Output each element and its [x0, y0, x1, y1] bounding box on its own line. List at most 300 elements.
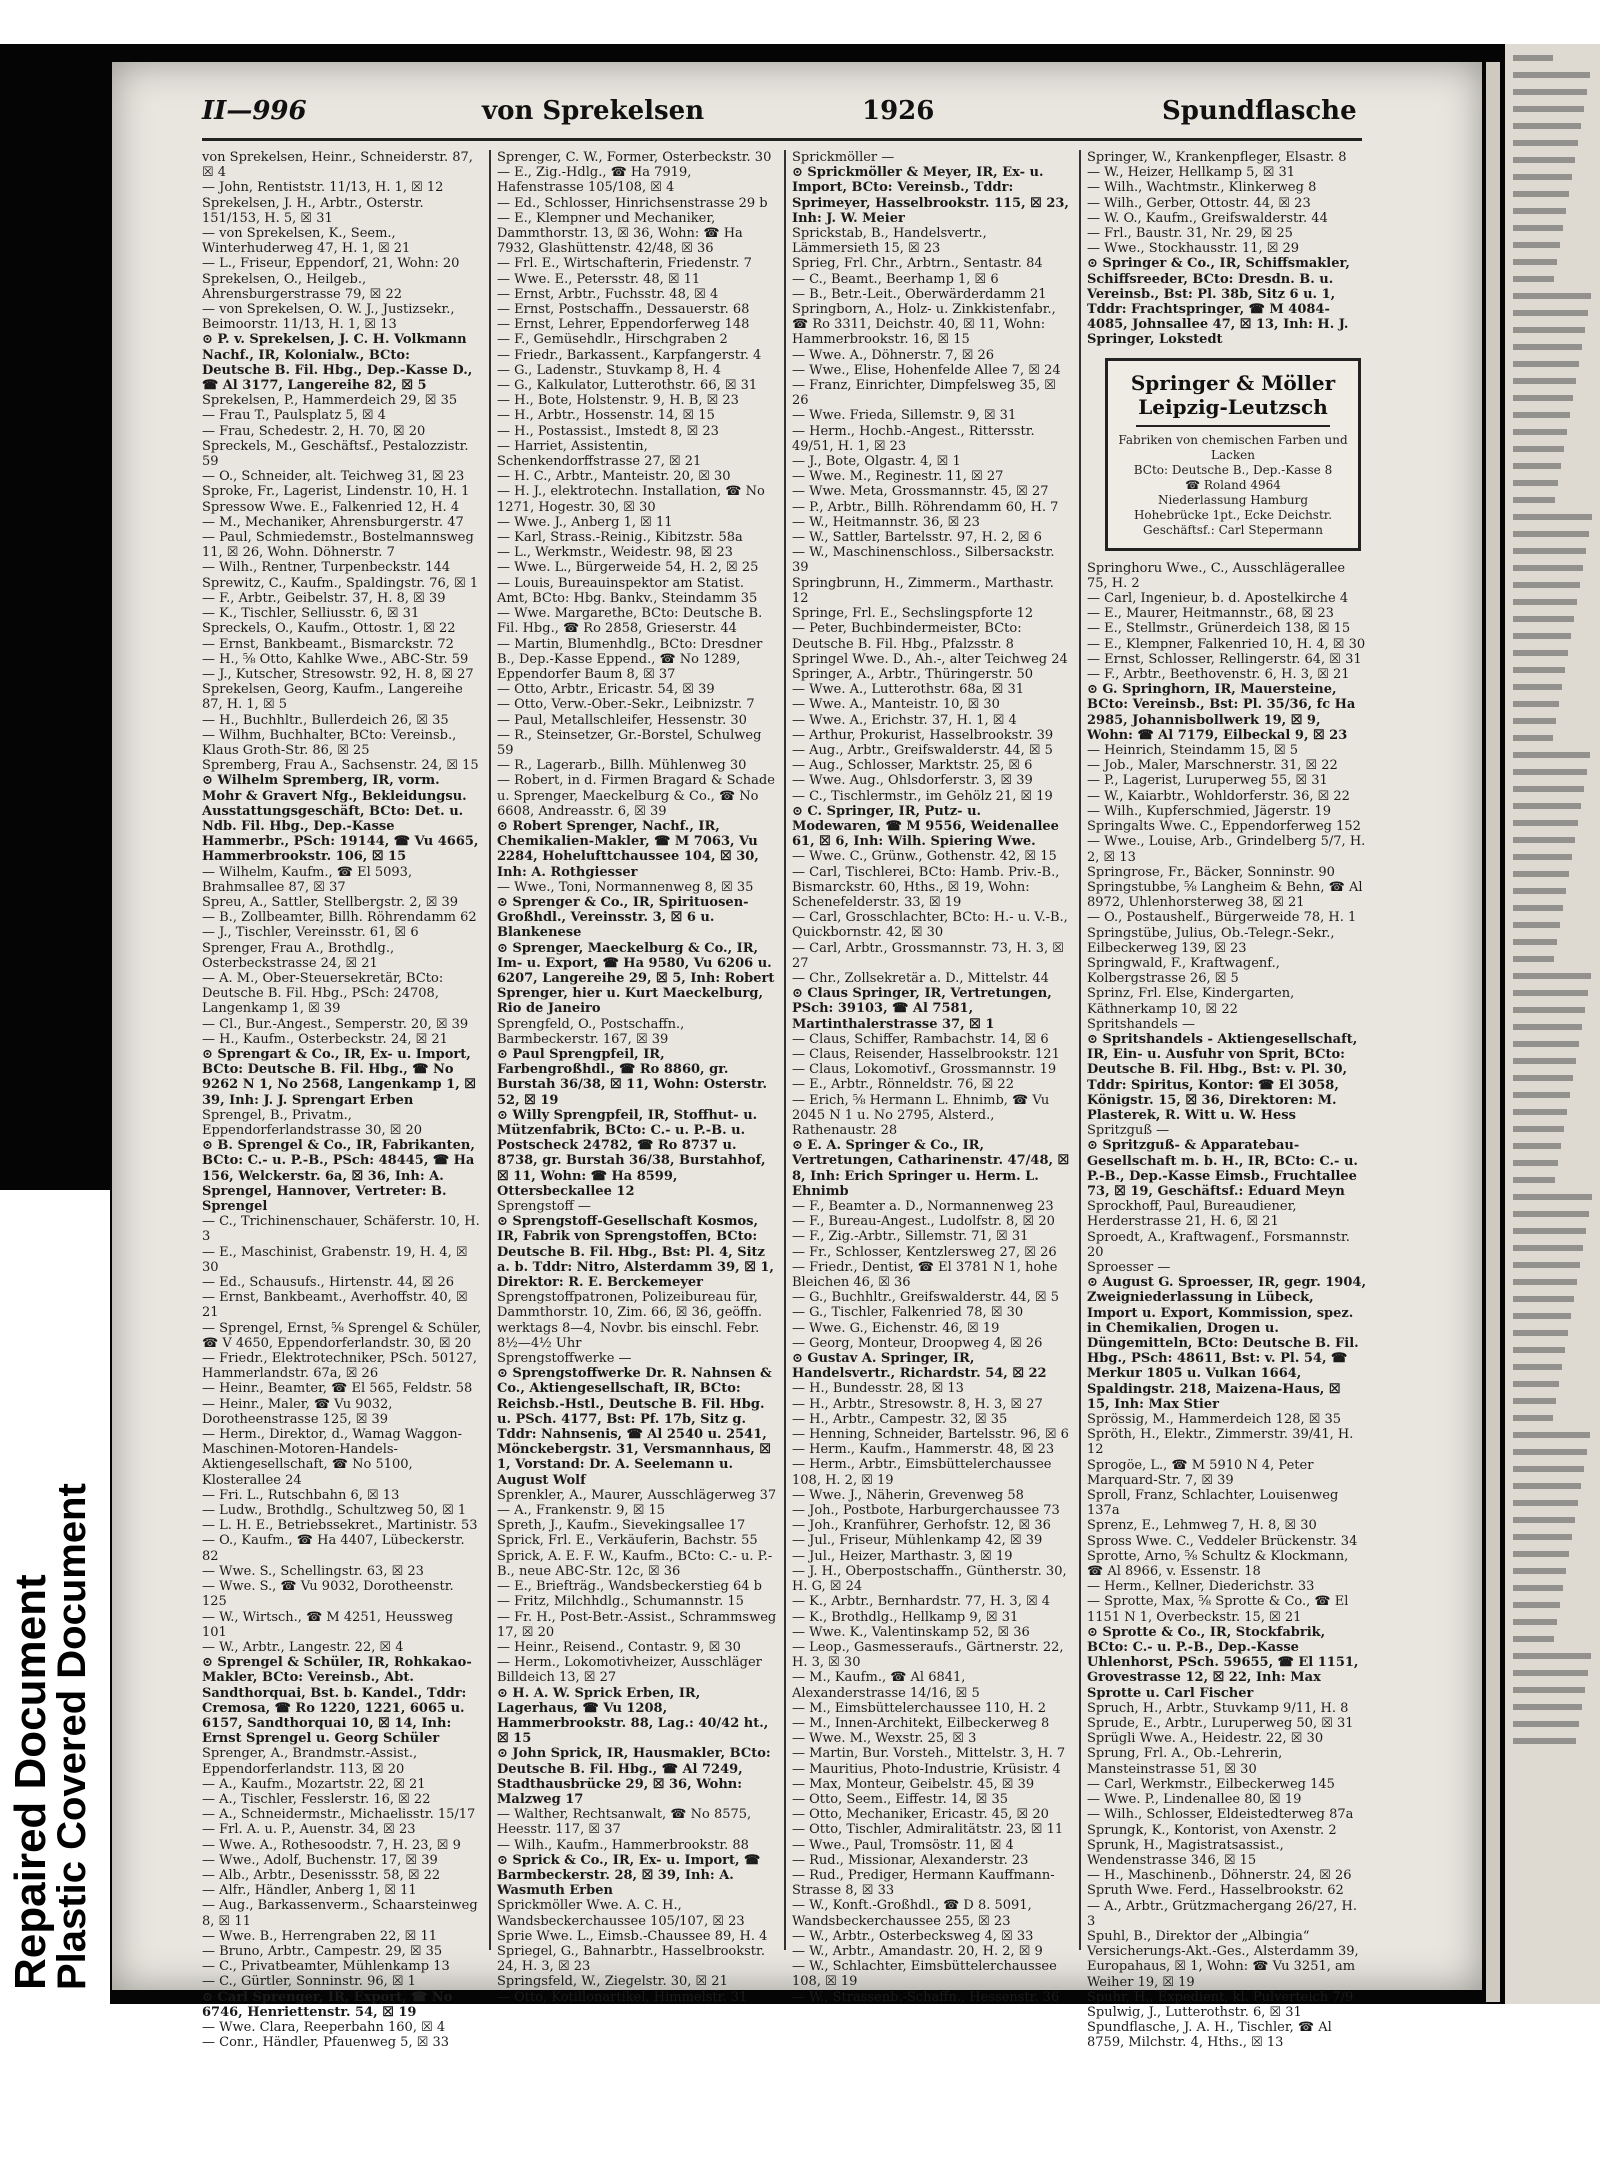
facing-page-text-line — [1513, 701, 1559, 707]
directory-entry: — Robert, in d. Firmen Bragard & Schade u. Sprenger, Maeckelburg & Co., ☎ No 6608, Andreasstr. 6, ☒ 39 — [497, 773, 775, 819]
directory-entry: — Carl, Ingenieur, b. d. Apostelkirche 4 — [1087, 591, 1349, 607]
directory-entry: Sprick, Frl. E., Verkäuferin, Bachstr. 55 — [497, 1533, 758, 1549]
column-divider — [489, 150, 491, 1950]
directory-entry: — Sprengel, Ernst, ⅝ Sprengel & Schüler, ☎ V 4650, Eppendorferlandstr. 30, ☒ 20 — [202, 1320, 482, 1351]
facing-page-text-line — [1513, 888, 1566, 894]
facing-page-text-line — [1513, 1228, 1586, 1234]
facing-page-text-line — [1513, 463, 1561, 469]
directory-entry: — W., Arbtr., Osterbecksweg 4, ☒ 33 — [792, 1928, 1034, 1944]
directory-entry: — Bruno, Arbtr., Campestr. 29, ☒ 35 — [202, 1943, 443, 1959]
directory-entry: — Wwe. Aug., Ohlsdorferstr. 3, ☒ 39 — [792, 773, 1033, 789]
directory-entry: ⊙ August G. Sproesser, IR, gegr. 1904, Zweigniederlassung in Lübeck, Import u. Export, Kommission, spez. in Chemikalien, Drogen u. Düngemitteln, BCto: Deutsche B. Fil. Hbg., PSch: 48611, Bst: v. Pl. 54, ☎ Merkur 1805 u. Vulkan 1664, Spaldingstr. 218, Maizena-Haus, ☒ 15, Inh: Max Stier — [1087, 1275, 1366, 1412]
facing-page-text-line — [1513, 480, 1558, 486]
facing-page-text-line — [1513, 1296, 1574, 1302]
directory-entry: — H., Arbtr., Campestr. 32, ☒ 35 — [792, 1411, 1008, 1427]
ad-text-line: Geschäftsf.: Carl Stepermann — [1143, 522, 1323, 537]
facing-page-text-line — [1513, 1194, 1592, 1200]
directory-entry: — Wwe. K., Valentinskamp 52, ☒ 36 — [792, 1624, 1030, 1640]
directory-entry: — Frau T., Paulsplatz 5, ☒ 4 — [202, 408, 386, 424]
directory-entry: Sprick, A. E. F. W., Kaufm., BCto: C.- u. P.-B., neue ABC-Str. 12c, ☒ 36 — [497, 1548, 773, 1579]
facing-page-text-line — [1513, 1517, 1575, 1523]
facing-page-text-line — [1513, 599, 1577, 605]
facing-page-text-line — [1513, 412, 1570, 418]
directory-entry: Sprügli Wwe. A., Heidestr. 22, ☒ 30 — [1087, 1731, 1324, 1747]
directory-entry: — Ernst, Bankbeamt., Bismarckstr. 72 — [202, 636, 454, 652]
archive-label — [0, 1190, 110, 2020]
directory-entry: — Wwe. Margarethe, BCto: Deutsche B. Fil. Hbg., ☎ Ro 2858, Grieserstr. 44 — [497, 606, 763, 637]
directory-entry: — Wwe. A., Manteistr. 10, ☒ 30 — [792, 697, 1000, 713]
directory-entry: — E., Zig.-Hdlg., ☎ Ha 7919, Hafenstrasse 105/108, ☒ 4 — [497, 165, 692, 196]
directory-entry: — Erich, ⅝ Hermann L. Ehnimb, ☎ Vu 2045 N 1 u. No 2795, Alsterd., Rathenaustr. 28 — [792, 1092, 1050, 1138]
directory-entry: — Frau, Schedestr. 2, H. 70, ☒ 20 — [202, 423, 426, 439]
directory-entry: — Ludw., Brothdlg., Schultzweg 50, ☒ 1 — [202, 1503, 467, 1519]
directory-entry: — H., Bundesstr. 28, ☒ 13 — [792, 1381, 964, 1397]
directory-entry: — Wwe. J., Näherin, Grevenweg 58 — [792, 1487, 1024, 1503]
facing-page-text-line — [1513, 990, 1588, 996]
directory-entry: — A., Frankenstr. 9, ☒ 15 — [497, 1503, 666, 1519]
facing-page-text-line — [1513, 820, 1578, 826]
directory-entry: ⊙ P. v. Sprekelsen, J. C. H. Volkmann Nachf., IR, Kolonialw., BCto: Deutsche B. Fil. Hbg., Dep.-Kasse D., ☎ Al 3177, Langereihe 82, ☒ 5 — [202, 332, 473, 394]
directory-entry: — P., Arbtr., Billh. Röhrendamm 60, H. 7 — [792, 499, 1059, 515]
directory-column-2 — [497, 150, 777, 2005]
directory-entry: ⊙ C. Springer, IR, Putz- u. Modewaren, ☎ M 9556, Weidenallee 61, ☒ 6, Inh: Wilh. Spiering Wwe. — [792, 803, 1059, 850]
directory-entry: Spruch, H., Arbtr., Stuvkamp 9/11, H. 8 — [1087, 1700, 1349, 1716]
directory-entry: — C., Trichinenschauer, Schäferstr. 10, H. 3 — [202, 1214, 480, 1245]
facing-page-text-line — [1513, 1398, 1556, 1404]
directory-entry: — K., Brothdlg., Hellkamp 9, ☒ 31 — [792, 1609, 1019, 1625]
facing-page-text-line — [1513, 191, 1569, 197]
directory-entry: Sprieg, Frl. Chr., Arbtrn., Sentastr. 84 — [792, 256, 1043, 272]
directory-entry: ⊙ Robert Sprenger, Nachf., IR, Chemikalien-Makler, ☎ M 7063, Vu 2284, Hohelufttchaussee 104, ☒ 30, Inh: A. Rothgiesser — [497, 818, 759, 880]
directory-entry: — H., Bote, Holstenstr. 9, H. B, ☒ 23 — [497, 393, 739, 409]
directory-entry: — Alfr., Händler, Anberg 1, ☒ 11 — [202, 1883, 417, 1899]
facing-page-text-line — [1513, 55, 1553, 61]
facing-page-text-line — [1513, 1466, 1584, 1472]
directory-entry: ⊙ Sprenger, Maeckelburg & Co., IR, Im- u. Export, ☎ Ha 9580, Vu 6206 u. 6207, Langereihe 29, ☒ 5, Inh: Robert Sprenger, hier u. Kurt Maeckelburg, Rio de Janeiro — [497, 940, 775, 1017]
facing-page-text-line — [1513, 633, 1571, 639]
facing-page-text-line — [1513, 1007, 1585, 1013]
directory-entry: Springwald, F., Kraftwagenf., Kolbergstrasse 26, ☒ 5 — [1087, 955, 1280, 987]
directory-entry: — E., Stellmstr., Grünerdeich 138, ☒ 15 — [1087, 621, 1351, 637]
facing-page-text-line — [1513, 276, 1554, 282]
facing-page-text-line — [1513, 582, 1580, 588]
directory-entry: — Wwe. Meta, Grossmannstr. 45, ☒ 27 — [792, 484, 1049, 500]
directory-entry: Sprengstoff — — [497, 1199, 591, 1215]
facing-page-text-line — [1513, 1687, 1585, 1693]
directory-entry: — E., Maschinist, Grabenstr. 19, H. 4, ☒ 30 — [202, 1244, 468, 1275]
facing-page-text-line — [1513, 973, 1591, 979]
directory-entry: ⊙ Sprengstoff-Gesellschaft Kosmos, IR, Fabrik von Sprengstoffen, BCto: Deutsche B. Fil. Hbg., Bst: Pl. 4, Sitz a. b. Tddr: Nitro, Alsterdamm 39, ☒ 1, Direktor: R. E. Berckemeyer — [497, 1214, 774, 1291]
directory-entry: — Fr. H., Post-Betr.-Assist., Schrammsweg 17, ☒ 20 — [497, 1609, 777, 1640]
directory-entry: Sprude, E., Arbtr., Luruperweg 50, ☒ 31 — [1087, 1716, 1354, 1732]
directory-entry: — Wwe., Paul, Tromsöstr. 11, ☒ 4 — [792, 1837, 1014, 1853]
directory-entry: Sprickstab, B., Handelsvertr., Lämmersieth 15, ☒ 23 — [792, 226, 987, 257]
directory-entry: — Herm., Arbtr., Eimsbüttelerchaussee 108, H. 2, ☒ 19 — [792, 1457, 1052, 1488]
facing-page-text-line — [1513, 1058, 1576, 1064]
directory-entry: Sprenz, E., Lehmweg 7, H. 8, ☒ 30 — [1087, 1518, 1317, 1534]
directory-entry: — R., Lagerarb., Billh. Mühlenweg 30 — [497, 758, 747, 774]
directory-entry: — G., Ladenstr., Stuvkamp 8, H. 4 — [497, 362, 721, 378]
directory-entry: Sprickmöller Wwe. A. C. H., Wandsbeckerchaussee 105/107, ☒ 23 — [497, 1898, 745, 1929]
directory-entry: — Ernst, Lehrer, Eppendorferweg 148 — [497, 317, 750, 333]
ad-text-line: BCto: Deutsche B., Dep.-Kasse 8 — [1133, 462, 1333, 477]
facing-page-text-line — [1513, 1075, 1573, 1081]
directory-entry: — Max, Monteur, Geibelstr. 45, ☒ 39 — [792, 1776, 1035, 1792]
directory-entry: — Franz, Einrichter, Dimpfelsweg 35, ☒ 26 — [792, 378, 1056, 409]
directory-entry: Sprenger, A., Brandmstr.-Assist., Eppendorferlandstr. 113, ☒ 20 — [202, 1746, 418, 1777]
facing-page-text-line — [1513, 1500, 1578, 1506]
directory-entry: — Wwe. S., Schellingstr. 63, ☒ 23 — [202, 1563, 424, 1579]
facing-page-text-line — [1513, 871, 1569, 877]
directory-entry: Spressow Wwe. E., Falkenried 12, H. 4 — [202, 499, 460, 515]
directory-entry: — H., ⅝ Otto, Kahlke Wwe., ABC-Str. 59 — [202, 651, 469, 667]
directory-entry: — Claus, Lokomotivf., Grossmannstr. 19 — [792, 1062, 1057, 1078]
ad-text-line: Fabriken von chemischen Farben und Lacken — [1118, 432, 1348, 462]
facing-page-text-line — [1513, 1024, 1582, 1030]
directory-entry: Springel Wwe. D., Ah.-, alter Teichweg 24 — [792, 651, 1068, 667]
directory-entry: — Wilhm, Buchhalter, BCto: Vereinsb., Klaus Groth-Str. 86, ☒ 25 — [202, 727, 457, 758]
directory-entry: — F., Gemüsehdlr., Hirschgraben 2 — [497, 332, 728, 348]
facing-page-text-line — [1513, 497, 1555, 503]
directory-entry: ⊙ Carl Sprenger, IR, Export, ☎ No 6746, Henriettenstr. 54, ☒ 19 — [202, 1989, 453, 2020]
facing-page-text-line — [1513, 514, 1592, 520]
directory-entry: — Paul, Schmiedemstr., Bostelmannsweg 11, ☒ 26, Wohn. Döhnerstr. 7 — [202, 530, 474, 561]
directory-entry: ⊙ John Sprick, IR, Hausmakler, BCto: Deutsche B. Fil. Hbg., ☎ Al 7249, Stadthausbrücke 29, ☒ 36, Wohn: Malzweg 17 — [497, 1746, 771, 1807]
facing-page-text-line — [1513, 786, 1584, 792]
facing-page-text-line — [1513, 1619, 1557, 1625]
directory-entry: — K., Tischler, Selliusstr. 6, ☒ 31 — [202, 606, 420, 622]
directory-entry: — Arthur, Prokurist, Hasselbrookstr. 39 — [792, 727, 1054, 743]
directory-entry: — Sprotte, Max, ⅝ Sprotte & Co., ☎ El 1151 N 1, Overbeckstr. 15, ☒ 21 — [1087, 1594, 1349, 1625]
directory-entry: ⊙ Sprickmöller & Meyer, IR, Ex- u. Import, BCto: Vereinsb., Tddr: Sprimeyer, Hasselbrookstr. 115, ☒ 23, Inh: J. W. Meier — [792, 165, 1069, 226]
directory-entry: — Wilh., Schlosser, Eldeistedterweg 87a — [1087, 1807, 1354, 1823]
directory-entry: — Harriet, Assistentin, Schenkendorffstrasse 27, ☒ 21 — [497, 438, 702, 470]
directory-entry: — Otto, Tischler, Admiralitätstr. 23, ☒ 11 — [792, 1822, 1064, 1838]
facing-page-text-line — [1513, 1126, 1564, 1132]
ad-text-line: ☎ Roland 4964 — [1185, 477, 1281, 492]
directory-entry: — Henning, Schneider, Bartelsstr. 96, ☒ 6 — [792, 1427, 1069, 1443]
directory-entry: — J., Tischler, Vereinsstr. 61, ☒ 6 — [202, 925, 419, 941]
facing-page-text-line — [1513, 1364, 1562, 1370]
facing-page-text-line — [1513, 1449, 1587, 1455]
directory-entry: — O., Kaufm., ☎ Ha 4407, Lübeckerstr. 82 — [202, 1533, 465, 1564]
facing-page-text-line — [1513, 106, 1584, 112]
directory-entry: — M., Kaufm., ☎ Al 6841, Alexanderstrasse 14/16, ☒ 5 — [792, 1670, 980, 1701]
directory-entry: ⊙ E. A. Springer & Co., IR, Vertretungen, Catharinenstr. 47/48, ☒ 8, Inh: Erich Springer u. Herm. L. Ehnimb — [792, 1138, 1070, 1199]
directory-column-1 — [202, 150, 482, 2051]
directory-entry: Sprengfeld, O., Postschaffn., Barmbeckerstr. 167, ☒ 39 — [497, 1016, 685, 1047]
directory-entry: — Ernst, Postschaffn., Dessauerstr. 68 — [497, 302, 750, 318]
directory-entry: Springer, A., Arbtr., Thüringerstr. 50 — [792, 666, 1034, 682]
directory-entry: Spreckels, M., Geschäftsf., Pestalozzistr. 59 — [202, 438, 469, 470]
directory-entry: — R., Steinsetzer, Gr.-Borstel, Schulweg 59 — [497, 727, 762, 758]
directory-entry: — von Sprekelsen, K., Seem., Winterhuderweg 47, H. 1, ☒ 21 — [202, 226, 411, 257]
directory-entry: ⊙ H. A. W. Sprick Erben, IR, Lagerhaus, ☎ Vu 1208, Hammerbrookstr. 88, Lag.: 40/42 ht., ☒ 15 — [497, 1685, 769, 1747]
facing-page-text-line — [1513, 1551, 1569, 1557]
directory-entry: — M., Mechaniker, Ahrensburgerstr. 47 — [202, 514, 464, 530]
directory-entry: — Joh., Kranführer, Gerhofstr. 12, ☒ 36 — [792, 1518, 1051, 1534]
directory-entry: — Wwe. M., Wexstr. 25, ☒ 3 — [792, 1731, 977, 1747]
directory-entry: — Wilh., Kaufm., Hammerbrookstr. 88 — [497, 1837, 749, 1853]
directory-entry: Spuhr, H., Expedient, kl. Pulverteich 7/9 — [1087, 1989, 1354, 2005]
directory-entry: Sprekelsen, O., Heilgeb., Ahrensburgerstrasse 79, ☒ 22 — [202, 271, 403, 302]
directory-entry: Sprung, Frl. A., Ob.-Lehrerin, Mansteinstrasse 51, ☒ 30 — [1087, 1746, 1283, 1777]
directory-entry: Spriegel, G., Bahnarbtr., Hasselbrookstr. 24, H. 3, ☒ 23 — [497, 1943, 765, 1975]
repaired-document-label: Repaired Document — [6, 1574, 55, 1990]
facing-page-text-line — [1513, 718, 1556, 724]
facing-page-text-line — [1513, 344, 1582, 350]
directory-entry: — Jul., Friseur, Mühlenkamp 42, ☒ 39 — [792, 1533, 1043, 1549]
directory-entry: Sprenger, Frau A., Brothdlg., Osterbeckstrasse 24, ☒ 21 — [202, 940, 395, 971]
directory-column-3 — [792, 150, 1072, 2005]
facing-page-text-line — [1513, 1279, 1577, 1285]
facing-page-text-line — [1513, 1483, 1581, 1489]
directory-entry: ⊙ Paul Sprengpfeil, IR, Farbengroßhdl., ☎ Ro 8860, gr. Burstah 36/38, ☒ 11, Wohn: Osterstr. 52, ☒ 19 — [497, 1046, 768, 1108]
directory-entry: von Sprekelsen, Heinr., Schneiderstr. 87, ☒ 4 — [202, 150, 473, 181]
directory-entry: — Ernst, Arbtr., Fuchsstr. 48, ☒ 4 — [497, 286, 719, 302]
directory-entry: — Wwe. P., Lindenallee 80, ☒ 19 — [1087, 1792, 1302, 1808]
directory-entry: — H., Arbtr., Hossenstr. 14, ☒ 15 — [497, 408, 715, 424]
directory-entry: — F., Zig.-Arbtr., Sillemstr. 71, ☒ 31 — [792, 1229, 1029, 1245]
facing-page-text-line — [1513, 1432, 1590, 1438]
directory-entry: — A., Kaufm., Mozartstr. 22, ☒ 21 — [202, 1776, 426, 1792]
directory-entry: Sprie Wwe. L., Eimsb.-Chaussee 89, H. 4 — [497, 1928, 768, 1944]
directory-entry: — Mauritius, Photo-Industrie, Krüsistr. 4 — [792, 1761, 1061, 1777]
directory-entry: — Claus, Reisender, Hasselbrookstr. 121 — [792, 1046, 1060, 1062]
directory-entry: — L., Werkmstr., Weidestr. 98, ☒ 23 — [497, 545, 733, 561]
directory-entry: — Wwe. J., Anberg 1, ☒ 11 — [497, 514, 673, 530]
directory-entry: — Aug., Barkassenverm., Schaarsteinweg 8, ☒ 11 — [202, 1898, 478, 1929]
directory-entry: Spulwig, J., Lutterothstr. 6, ☒ 31 — [1087, 2004, 1302, 2020]
facing-page-text-line — [1513, 327, 1585, 333]
facing-page-text-line — [1513, 1738, 1576, 1744]
directory-entry: — Wilh., Rentner, Turpenbeckstr. 144 — [202, 560, 451, 576]
directory-entry: — W. O., Kaufm., Greifswalderstr. 44 — [1087, 210, 1328, 226]
directory-entry: — Wwe. L., Bürgerweide 54, H. 2, ☒ 25 — [497, 560, 759, 576]
directory-entry: — C., Gürtler, Sonninstr. 96, ☒ 1 — [202, 1974, 416, 1990]
directory-entry: — Fritz, Milchhdlg., Schumannstr. 15 — [497, 1594, 744, 1610]
facing-page-text-line — [1513, 1602, 1560, 1608]
directory-entry: — Herm., Direktor, d., Wamag Waggon-Maschinen-Motoren-Handels-Aktiengesellschaft, ☎ No 5100, Klosterallee 24 — [202, 1427, 463, 1488]
facing-page-text-line — [1513, 242, 1560, 248]
directory-entry: — Wwe. G., Eichenstr. 46, ☒ 19 — [792, 1320, 1000, 1336]
directory-entry: — Fri. L., Rutschbahn 6, ☒ 13 — [202, 1487, 400, 1503]
directory-entry: ⊙ Sprengel & Schüler, IR, Rohkakao-Makler, BCto: Vereinsb., Abt. Sandthorquai, Bst. b. Kandel., Tddr: Cremosa, ☎ Ro 1220, 1221, 6065 u. 6157, Sandthorquai 10, ☒ 14, Inh: Ernst Sprengel u. Georg Schüler — [202, 1655, 472, 1747]
page-end-name: Spundflasche — [1162, 96, 1357, 126]
directory-entry: — Wwe., Louise, Arb., Grindelberg 5/7, H. 2, ☒ 13 — [1087, 834, 1366, 865]
directory-entry: — John, Rentiststr. 11/13, H. 1, ☒ 12 — [202, 180, 444, 196]
facing-page-text-line — [1513, 1585, 1563, 1591]
directory-entry: — Wwe. M., Reginestr. 11, ☒ 27 — [792, 469, 1004, 485]
directory-entry: — F., Beamter a. D., Normannenweg 23 — [792, 1199, 1054, 1215]
facing-page-text-line — [1513, 650, 1568, 656]
facing-page-text-line — [1513, 837, 1575, 843]
directory-entry: — C., Beamt., Beerhamp 1, ☒ 6 — [792, 271, 999, 287]
directory-entry: — Job., Maler, Marschnerstr. 31, ☒ 22 — [1087, 758, 1338, 774]
directory-entry: — W., Konft.-Großhdl., ☎ D 8. 5091, Wandsbeckerchaussee 255, ☒ 23 — [792, 1898, 1032, 1929]
directory-entry: — E., Arbtr., Rönneldstr. 76, ☒ 22 — [792, 1077, 1014, 1093]
ad-company-name: Springer & Möller — [1130, 370, 1336, 395]
directory-entry: — Wwe., Elise, Hohenfelde Allee 7, ☒ 24 — [792, 362, 1061, 378]
directory-entry: Springborn, A., Holz- u. Zinkkistenfabr., ☎ Ro 3311, Deichstr. 40, ☒ 11, Wohn: Hammerbrookstr. 16, ☒ 15 — [792, 302, 1056, 348]
directory-entry: — W., Heizer, Hellkamp 5, ☒ 31 — [1087, 165, 1296, 181]
directory-entry: — Cl., Bur.-Angest., Semperstr. 20, ☒ 39 — [202, 1016, 469, 1032]
directory-entry: ⊙ Spritzguß- & Apparatebau-Gesellschaft m. b. H., IR, BCto: C.- u. P.-B., Dep.-Kasse Eimsb., Fruchtallee 73, ☒ 19, Geschäftsf.: Eduard Meyn — [1087, 1138, 1358, 1199]
ad-text-line: Hohebrücke 1pt., Ecke Deichstr. — [1133, 507, 1333, 522]
directory-entry: — Wilh., Wachtmstr., Klinkerweg 8 — [1087, 180, 1317, 196]
page-number: II—996 — [202, 96, 307, 126]
directory-entry: — Otto, Seem., Eiffestr. 14, ☒ 35 — [792, 1791, 1009, 1807]
facing-page-text-line — [1513, 429, 1567, 435]
directory-entry: Spreckels, O., Kaufm., Ottostr. 1, ☒ 22 — [202, 621, 456, 637]
directory-entry: — Carl, Tischlerei, BCto: Hamb. Priv.-B., Bismarckstr. 60, Hths., ☒ 19, Wohn: Schenefelderstr. 33, ☒ 19 — [792, 864, 1060, 910]
directory-entry: ⊙ Sprick & Co., IR, Ex- u. Import, ☎ Barmbeckerstr. 28, ☒ 39, Inh: A. Wasmuth Erben — [497, 1852, 761, 1899]
facing-page-text-line — [1513, 225, 1563, 231]
directory-entry: — Wwe., Stockhausstr. 11, ☒ 29 — [1087, 241, 1300, 257]
directory-entry: — Chr., Zollsekretär a. D., Mittelstr. 44 — [792, 970, 1049, 986]
directory-entry: — Heinr., Reisend., Contastr. 9, ☒ 30 — [497, 1639, 741, 1655]
directory-entry: — E., Maurer, Heitmannstr., 68, ☒ 23 — [1087, 606, 1334, 622]
facing-page-text-line — [1513, 1109, 1567, 1115]
directory-entry: — A., Arbtr., Grützmachergang 26/27, H. 3 — [1087, 1898, 1358, 1929]
facing-page-text-line — [1513, 531, 1589, 537]
facing-page-text-line — [1513, 1670, 1588, 1676]
directory-entry: — W., Arbtr., Langestr. 22, ☒ 4 — [202, 1639, 404, 1655]
directory-entry: Sprengstoffpatronen, Polizeibureau für, Dammthorstr. 10, Zim. 66, ☒ 36, geöffn. werktags 8—4, Novbr. bis einschl. Febr. 8½—4½ Uhr — [497, 1290, 762, 1351]
directory-entry: Springhoru Wwe., C., Ausschlägerallee 75, H. 2 — [1087, 560, 1346, 591]
directory-entry: — Georg, Monteur, Droopweg 4, ☒ 26 — [792, 1335, 1043, 1351]
facing-page-text-line — [1513, 922, 1560, 928]
facing-page-text-line — [1513, 1143, 1561, 1149]
directory-entry: Sprengel, B., Privatm., Eppendorferlandstrasse 30, ☒ 20 — [202, 1107, 423, 1138]
directory-entry: — Wwe. E., Petersstr. 48, ☒ 11 — [497, 271, 701, 287]
directory-entry: Springsfeld, W., Ziegelstr. 30, ☒ 21 — [497, 1974, 728, 1990]
directory-entry: — H., Postassist., Imstedt 8, ☒ 23 — [497, 423, 719, 439]
directory-page — [112, 62, 1482, 2051]
facing-page-text-line — [1513, 905, 1563, 911]
directory-entry: ⊙ Springer & Co., IR, Schiffsmakler, Schiffsreeder, BCto: Dresdn. B. u. Vereinsb., Bst: Pl. 38b, Sitz 6 u. 1, Tddr: Frachtspringer, ☎ M 4084-4085, Johnsallee 47, ☒ 13, Inh: H. J. Springer, Lokstedt — [1087, 256, 1350, 348]
directory-entry: ⊙ Sprengart & Co., IR, Ex- u. Import, BCto: Deutsche B. Fil. Hbg., ☎ No 9262 N 1, No 2568, Langenkamp 1, ☒ 39, Inh: J. J. Sprengart Erben — [202, 1046, 476, 1108]
directory-entry: — Carl, Werkmstr., Eilbeckerweg 145 — [1087, 1776, 1335, 1792]
directory-columns — [202, 150, 1366, 2051]
directory-entry: — K., Arbtr., Bernhardstr. 77, H. 3, ☒ 4 — [792, 1594, 1051, 1610]
facing-page-text-line — [1513, 1347, 1565, 1353]
facing-page-text-line — [1513, 1313, 1571, 1319]
directory-entry: — von Sprekelsen, O. W. J., Justizsekr., Beimoorstr. 11/13, H. 1, ☒ 13 — [202, 302, 455, 333]
directory-entry: — Ed., Schausufs., Hirtenstr. 44, ☒ 26 — [202, 1275, 455, 1291]
facing-page-text-line — [1513, 616, 1574, 622]
directory-entry: Sprewitz, C., Kaufm., Spaldingstr. 76, ☒ 1 — [202, 575, 479, 591]
facing-page-text-line — [1513, 310, 1588, 316]
directory-entry: — Peter, Buchbindermeister, BCto: Deutsche B. Fil. Hbg., Pfalzsstr. 8 — [792, 621, 1022, 652]
directory-entry: — W., Heitmannstr. 36, ☒ 23 — [792, 514, 980, 530]
directory-entry: Sprockhoff, Paul, Bureaudiener, Herderstrasse 21, H. 6, ☒ 21 — [1087, 1199, 1297, 1230]
column-divider — [1079, 150, 1081, 1950]
directory-entry: — Paul, Metallschleifer, Hessenstr. 30 — [497, 712, 747, 728]
directory-entry: Spröth, H., Elektr., Zimmerstr. 39/41, H. 12 — [1087, 1427, 1354, 1458]
directory-entry: — Wwe. Clara, Reeperbahn 160, ☒ 4 — [202, 2019, 446, 2035]
facing-page-text-line — [1513, 1415, 1553, 1421]
facing-page-text-line — [1513, 1721, 1579, 1727]
directory-entry: — Alb., Arbtr., Desenissstr. 58, ☒ 22 — [202, 1867, 441, 1883]
facing-page-text-line — [1513, 565, 1583, 571]
directory-entry: — B., Zollbeamter, Billh. Röhrendamm 62 — [202, 910, 477, 926]
directory-entry: — Otto, Kotillonartikel, Himmelstr. 31 — [497, 1989, 748, 2005]
directory-entry: — C., Privatbeamter, Mühlenkamp 13 — [202, 1959, 450, 1975]
column-divider — [784, 150, 786, 1950]
directory-entry: — F., Bureau-Angest., Ludolfstr. 8, ☒ 20 — [792, 1214, 1055, 1230]
directory-entry: Sproedt, A., Kraftwagenf., Forsmannstr. 20 — [1087, 1229, 1350, 1260]
plastic-covered-label: Plastic Covered Document — [50, 1483, 94, 1990]
directory-entry: — M., Eimsbüttelerchaussee 110, H. 2 — [792, 1700, 1046, 1716]
ad-text-line: Niederlassung Hamburg — [1157, 492, 1309, 507]
directory-entry: Sprengstoffwerke — — [497, 1351, 632, 1367]
facing-page-text-line — [1513, 803, 1581, 809]
directory-entry: — Herm., Lokomotivheizer, Ausschläger Billdeich 13, ☒ 27 — [497, 1655, 762, 1686]
facing-page-text-line — [1513, 1704, 1582, 1710]
directory-entry: ⊙ Sprenger & Co., IR, Spirituosen-Großhdl., Vereinsstr. 3, ☒ 6 u. Blankenese — [497, 894, 749, 941]
directory-entry: — Martin, Bur. Vorsteh., Mittelstr. 3, H. 7 — [792, 1746, 1066, 1762]
directory-entry: — W., Sattler, Bartelsstr. 97, H. 2, ☒ 6 — [792, 530, 1042, 546]
facing-page-text-line — [1513, 361, 1579, 367]
facing-page-text-line — [1513, 1160, 1558, 1166]
directory-entry: — J., Bote, Olgastr. 4, ☒ 1 — [792, 454, 961, 470]
directory-entry: Springbrunn, H., Zimmerm., Marthastr. 12 — [792, 575, 1054, 606]
facing-page-text-line — [1513, 1262, 1580, 1268]
facing-page-text-line — [1513, 1245, 1583, 1251]
directory-entry: — Walther, Rechtsanwalt, ☎ No 8575, Heesstr. 117, ☒ 37 — [497, 1807, 752, 1838]
directory-entry: — G., Kalkulator, Lutterothstr. 66, ☒ 31 — [497, 378, 758, 394]
directory-entry: — H., Buchhltr., Bullerdeich 26, ☒ 35 — [202, 712, 449, 728]
facing-page-text-line — [1513, 548, 1586, 554]
directory-entry: — H., Maschinenb., Döhnerstr. 24, ☒ 26 — [1087, 1868, 1352, 1884]
directory-entry: ⊙ Gustav A. Springer, IR, Handelsvertr., Richardstr. 54, ☒ 22 — [792, 1351, 1047, 1382]
facing-page-text-line — [1513, 1636, 1554, 1642]
facing-page-text-line — [1513, 769, 1587, 775]
directory-entry: — Wwe. A., Lutterothstr. 68a, ☒ 31 — [792, 682, 1024, 698]
facing-page-text-line — [1513, 1092, 1570, 1098]
directory-entry: — H. C., Arbtr., Manteistr. 20, ☒ 30 — [497, 469, 731, 485]
directory-entry: — Herm., Kellner, Diederichstr. 33 — [1087, 1579, 1315, 1595]
directory-entry: — W., Strassenb.-Schaffn., Hessenstr. 36 — [792, 1989, 1060, 2005]
directory-entry: ⊙ Sprengstoffwerke Dr. R. Nahnsen & Co., Aktiengesellschaft, IR, BCto: Reichsb.-Hstl., Deutsche B. Fil. Hbg. u. PSch. 4177, Bst: Pf. 17b, Sitz g. Tddr: Nahnsenis, ☎ Al 2540 u. 2541, Mönckebergstr. 31, Versmannhaus, ☒ 1, Vorstand: Dr. A. Seelemann u. August Wolf — [497, 1366, 772, 1488]
directory-entry: ⊙ Wilhelm Spremberg, IR, vorm. Mohr & Gravert Nfg., Bekleidungsu. Ausstattungsgeschäft, BCto: Det. u. Ndb. Fil. Hbg., Dep.-Kasse Hammerbr., PSch: 19144, ☎ Vu 4665, Hammerbrookstr. 106, ☒ 15 — [202, 773, 479, 865]
directory-entry: — Wwe. B., Herrengraben 22, ☒ 11 — [202, 1928, 437, 1944]
directory-entry: — G., Tischler, Falkenried 78, ☒ 30 — [792, 1305, 1024, 1321]
directory-entry: — L. H. E., Betriebssekret., Martinistr. 53 — [202, 1518, 478, 1534]
page-year: 1926 — [862, 96, 935, 126]
directory-entry: — L., Friseur, Eppendorf, 21, Wohn: 20 — [202, 256, 460, 272]
directory-entry: Sprinz, Frl. Else, Kindergarten, Käthnerkamp 10, ☒ 22 — [1087, 986, 1295, 1017]
directory-entry: — O., Schneider, alt. Teichweg 31, ☒ 23 — [202, 469, 465, 485]
directory-entry: — Herm., Kaufm., Hammerstr. 48, ☒ 23 — [792, 1442, 1055, 1458]
directory-entry: Springstübe, Julius, Ob.-Telegr.-Sekr., Eilbeckerweg 139, ☒ 23 — [1087, 925, 1335, 956]
directory-entry: Sprogöe, L., ☎ M 5910 N 4, Peter Marquard-Str. 7, ☒ 39 — [1087, 1457, 1314, 1488]
facing-page-text-line — [1513, 854, 1572, 860]
page-header — [202, 96, 1362, 136]
directory-entry: ⊙ Willy Sprengpfeil, IR, Stoffhut- u. Mützenfabrik, BCto: C.- u. P.-B. u. Postscheck 24782, ☎ Ro 8737 u. 8738, gr. Burstah 36/38, Burstahhof, ☒ 11, Wohn: ☎ Ha 8599, Ottersbeckallee 12 — [497, 1107, 766, 1199]
directory-entry: — Wilh., Kupferschmied, Jägerstr. 19 — [1087, 803, 1331, 819]
facing-page-text-line — [1513, 157, 1575, 163]
directory-entry: ⊙ B. Sprengel & Co., IR, Fabrikanten, BCto: C.- u. P.-B., PSch: 48445, ☎ Ha 156, Welckerstr. 6a, ☒ 36, Inh: A. Sprengel, Hannover, Vertreter: B. Sprengel — [202, 1138, 475, 1215]
directory-entry: — H. J., elektrotechn. Installation, ☎ No 1271, Hogestr. 30, ☒ 30 — [497, 484, 765, 515]
facing-page-text-line — [1513, 939, 1557, 945]
directory-entry: — Wwe. A., Erichstr. 37, H. 1, ☒ 4 — [792, 712, 1017, 728]
directory-entry: — G., Buchhltr., Greifswalderstr. 44, ☒ 5 — [792, 1290, 1059, 1306]
directory-entry: — Otto, Verw.-Ober.-Sekr., Leibnizstr. 7 — [497, 697, 755, 713]
facing-page-text-line — [1513, 1534, 1572, 1540]
facing-page-text-line — [1513, 395, 1573, 401]
